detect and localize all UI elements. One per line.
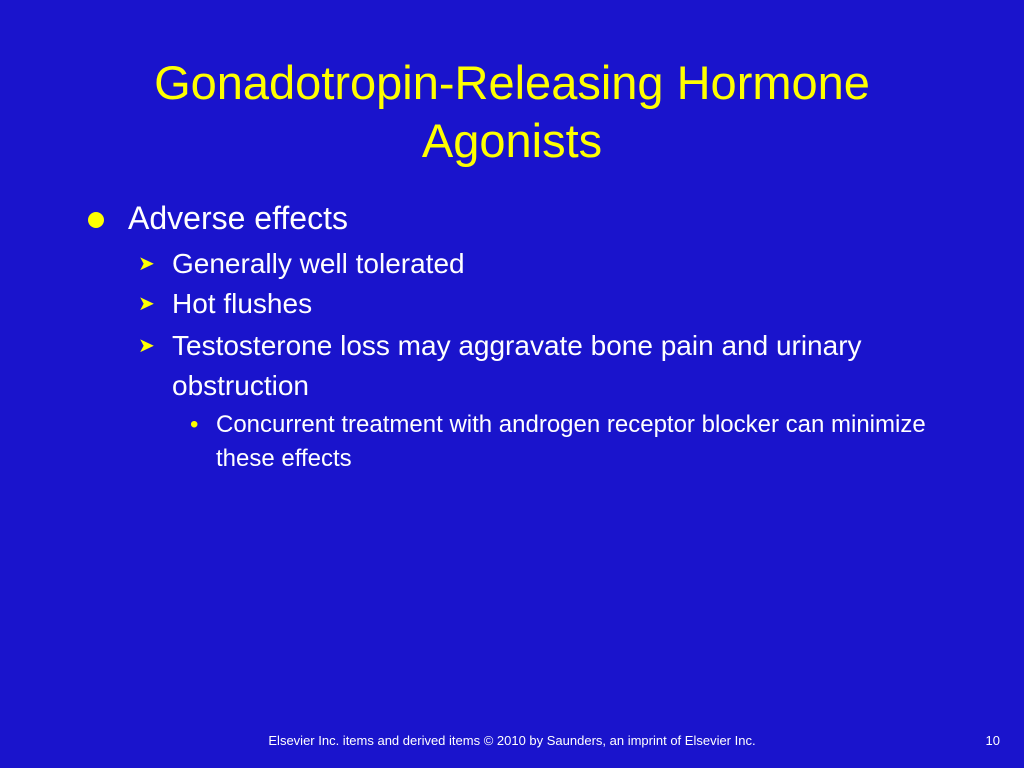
- slide-title-line-2: Agonists: [421, 114, 603, 167]
- slide-footer: Elsevier Inc. items and derived items © 2010 by Saunders, an imprint of Elsevier Inc.: [268, 733, 756, 748]
- arrowhead-bullet-icon: ➤: [138, 253, 155, 275]
- bullet-level2-text: Generally well tolerated: [172, 248, 465, 279]
- bullet-level1-text: Adverse effects: [128, 200, 348, 236]
- slide-title-line-1: Gonadotropin-Releasing Hormone: [154, 56, 870, 109]
- page-number: 10: [985, 733, 1000, 748]
- bullet-level2-text: Testosterone loss may aggravate bone pain and urinary obstruction: [172, 330, 862, 401]
- slide-title: [60, 54, 964, 170]
- arrowhead-bullet-icon: ➤: [138, 293, 155, 315]
- filled-circle-bullet-icon: [88, 212, 104, 228]
- bullet-level2-text: Hot flushes: [172, 288, 313, 319]
- dot-bullet-icon: •: [190, 411, 199, 438]
- arrowhead-bullet-icon: ➤: [138, 335, 155, 357]
- bullet-level3-text: Concurrent treatment with androgen receptor blocker can minimize these effects: [216, 411, 926, 472]
